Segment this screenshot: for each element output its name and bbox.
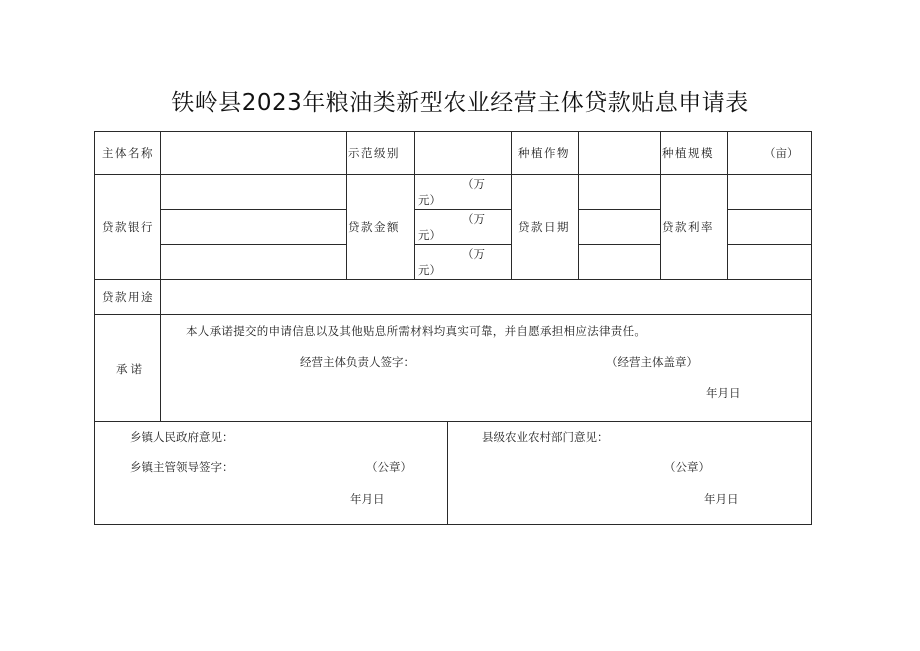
pledge-seal: （经营主体盖章） xyxy=(606,355,698,369)
row-divider xyxy=(414,244,511,245)
row-divider xyxy=(94,174,812,175)
pledge-statement: 本人承诺提交的申请信息以及其他贴息所需材料均真实可靠，并自愿承担相应法律责任。 xyxy=(186,324,647,338)
amount-unit-top: （万 xyxy=(462,247,485,261)
column-divider xyxy=(160,131,161,421)
row-divider xyxy=(414,209,511,210)
label-pledge: 承诺 xyxy=(116,362,145,376)
county-opinion: 县级农业农村部门意见： xyxy=(482,430,609,444)
row-divider xyxy=(160,209,346,210)
amount-unit-bottom: 元） xyxy=(418,228,441,242)
row-divider xyxy=(94,279,812,280)
row-divider xyxy=(578,209,660,210)
label-entity-name: 主体名称 xyxy=(102,146,154,160)
table-border-right xyxy=(811,131,812,525)
label-crop: 种植作物 xyxy=(518,146,570,160)
column-divider xyxy=(660,131,661,279)
column-divider xyxy=(346,131,347,279)
county-seal: （公章） xyxy=(664,460,710,474)
column-divider xyxy=(447,421,448,525)
label-scale-unit: （亩） xyxy=(764,146,799,160)
township-date: 年月日 xyxy=(350,492,385,506)
column-divider xyxy=(727,131,728,279)
label-loan-bank: 贷款银行 xyxy=(102,220,154,234)
table-border-bottom xyxy=(94,524,812,525)
column-divider xyxy=(511,131,512,279)
row-divider xyxy=(160,244,346,245)
row-divider xyxy=(94,314,812,315)
row-divider xyxy=(578,244,660,245)
table-border-left xyxy=(94,131,95,525)
table-border-top xyxy=(94,131,812,132)
label-loan-rate: 贷款利率 xyxy=(662,220,714,234)
township-signer: 乡镇主管领导签字： xyxy=(130,460,234,474)
row-divider xyxy=(727,209,812,210)
township-seal: （公章） xyxy=(366,460,412,474)
column-divider xyxy=(578,131,579,279)
amount-unit-bottom: 元） xyxy=(418,263,441,277)
township-opinion: 乡镇人民政府意见： xyxy=(130,430,234,444)
label-scale: 种植规模 xyxy=(662,146,714,160)
page-title: 铁岭县2023年粮油类新型农业经营主体贷款贴息申请表 xyxy=(171,90,749,116)
label-loan-amount: 贷款金额 xyxy=(348,220,400,234)
label-demo-level: 示范级别 xyxy=(348,146,400,160)
amount-unit-top: （万 xyxy=(462,177,485,191)
row-divider xyxy=(94,421,812,422)
amount-unit-top: （万 xyxy=(462,212,485,226)
pledge-signer: 经营主体负责人签字： xyxy=(300,355,415,369)
county-date: 年月日 xyxy=(704,492,739,506)
label-loan-purpose: 贷款用途 xyxy=(102,290,154,304)
amount-unit-bottom: 元） xyxy=(418,193,441,207)
column-divider xyxy=(414,131,415,279)
pledge-date: 年月日 xyxy=(706,386,741,400)
row-divider xyxy=(727,244,812,245)
label-loan-date: 贷款日期 xyxy=(518,220,570,234)
